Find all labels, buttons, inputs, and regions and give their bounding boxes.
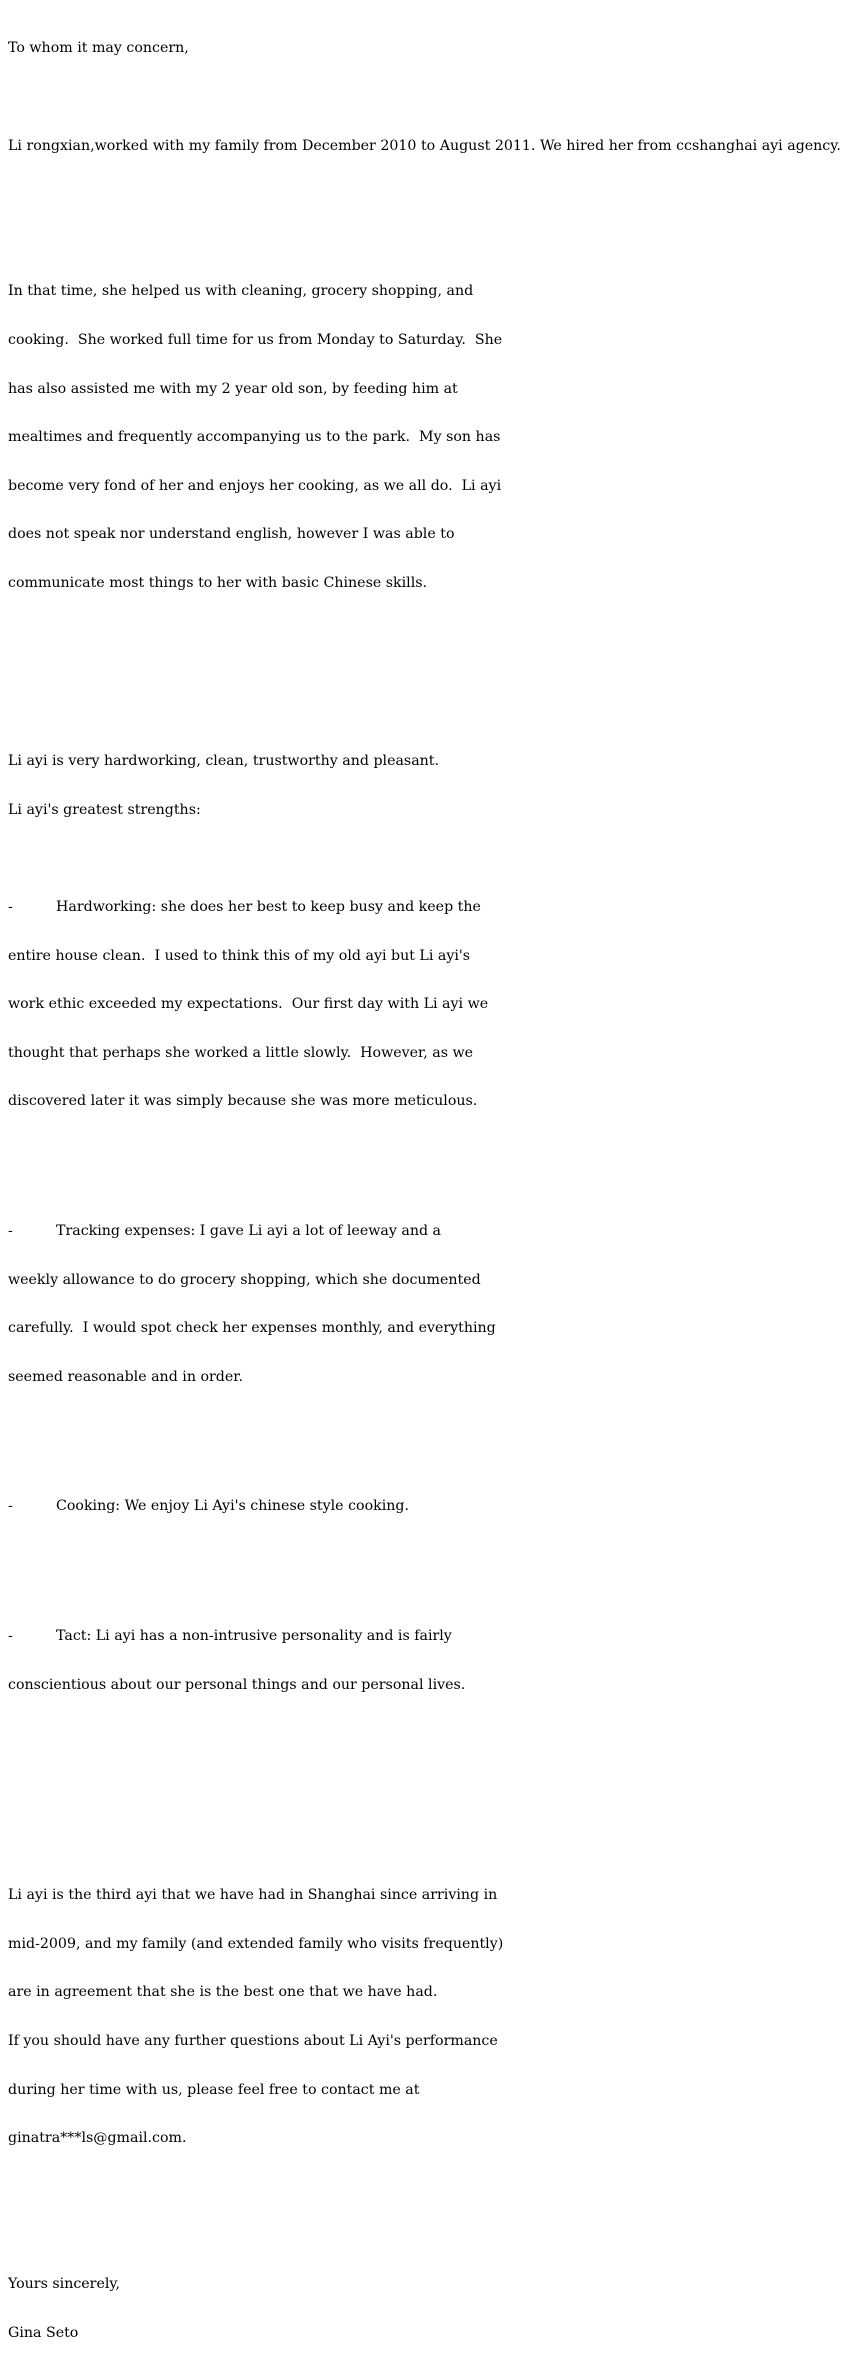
contact-email: ginatra***ls@gmail.com. [8, 2130, 187, 2147]
text-line: mid-2009, and my family (and extended family who visits frequently) [8, 1935, 504, 1952]
closing: Yours sincerely, [8, 2275, 121, 2292]
text-line: has also assisted me with my 2 year old son, by feeding him at [8, 380, 458, 397]
paragraph-strengths [8, 721, 832, 1758]
text-line: Li ayi's greatest strengths: [8, 801, 201, 818]
text-line: weekly allowance to do grocery shopping, which she documented [8, 1271, 481, 1288]
strength-item-hardworking [8, 867, 832, 1142]
paragraph-gap [8, 1790, 832, 1806]
text-line: thought that perhaps she worked a little slowly. However, as we [8, 1044, 474, 1061]
letter-body [8, 8, 841, 2357]
text-line: become very fond of her and enjoys her cooking, as we all do. Li ayi [8, 477, 502, 494]
text-line: seemed reasonable and in order. [8, 1368, 243, 1385]
text-line: conscientious about our personal things and our personal lives. [8, 1676, 466, 1693]
paragraph-gap [8, 656, 832, 672]
text-line: during her time with us, please feel free to contact me at [8, 2081, 420, 2098]
bullet-dash: - [8, 1627, 13, 1644]
strength-first-line: Tact: Li ayi has a non-intrusive personality and is fairly [56, 1627, 452, 1644]
paragraph-gap [8, 186, 832, 202]
text-line: entire house clean. I used to think this of my old ayi but Li ayi's [8, 947, 471, 964]
strength-item-expenses [8, 1191, 832, 1418]
text-line: In that time, she helped us with cleaning, grocery shopping, and [8, 283, 474, 300]
text-line: carefully. I would spot check her expenses monthly, and everything [8, 1320, 496, 1337]
paragraph-recommendation [8, 1855, 832, 2179]
bullet-dash: - [8, 898, 13, 915]
strength-item-cooking [8, 1466, 832, 1547]
salutation: To whom it may concern, [8, 40, 189, 57]
strength-first-line: Hardworking: she does her best to keep busy and keep the [56, 898, 481, 915]
text-line: mealtimes and frequently accompanying us to the park. My son has [8, 429, 501, 446]
strength-first-line: Cooking: We enjoy Li Ayi's chinese style cooking. [56, 1498, 409, 1515]
intro-line: Li rongxian,worked with my family from December 2010 to August 2011. We hired her from ccshanghai ayi agency. [8, 137, 841, 154]
strength-item-tact [8, 1596, 832, 1726]
text-line: discovered later it was simply because she was more meticulous. [8, 1093, 478, 1110]
strength-first-line: Tracking expenses: I gave Li ayi a lot of leeway and a [56, 1222, 442, 1239]
text-line: If you should have any further questions about Li Ayi's performance [8, 2032, 498, 2049]
signature: Gina Seto [8, 2324, 79, 2341]
text-line: communicate most things to her with basic Chinese skills. [8, 574, 428, 591]
text-line: work ethic exceeded my expectations. Our first day with Li ayi we [8, 996, 489, 1013]
text-line: cooking. She worked full time for us from Monday to Saturday. She [8, 331, 503, 348]
text-line: Li ayi is the third ayi that we have had in Shanghai since arriving in [8, 1887, 498, 1904]
bullet-dash: - [8, 1222, 13, 1239]
paragraph-duties [8, 251, 832, 624]
paragraph-gap [8, 2211, 832, 2227]
paragraph-gap [8, 89, 832, 105]
text-line: does not speak nor understand english, however I was able to [8, 526, 455, 543]
text-line: Li ayi is very hardworking, clean, trustworthy and pleasant. [8, 753, 440, 770]
text-line: are in agreement that she is the best one that we have had. [8, 1984, 438, 2001]
bullet-dash: - [8, 1498, 13, 1515]
